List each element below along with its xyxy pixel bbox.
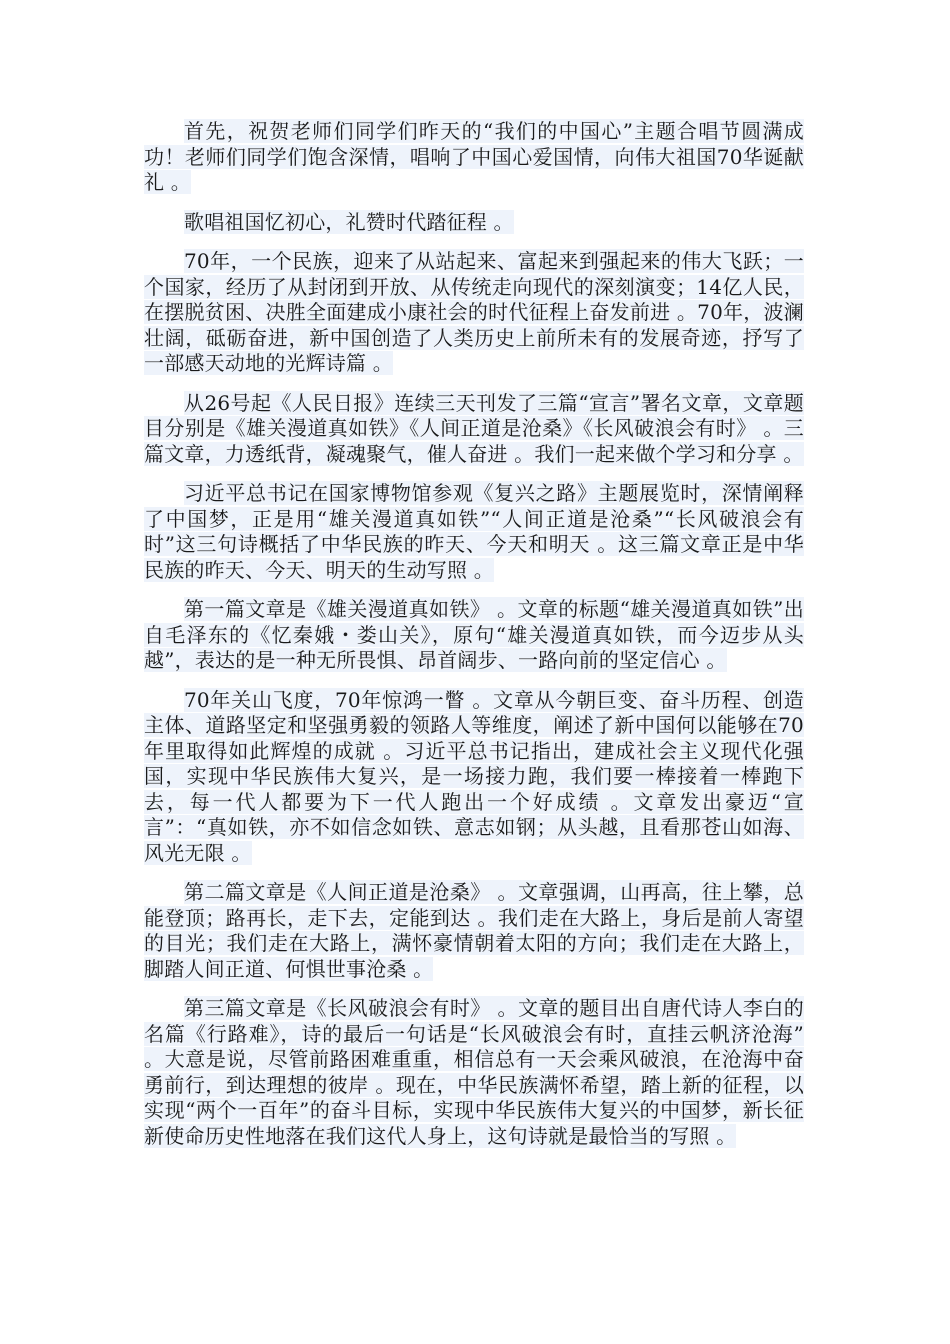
paragraph-8 [144, 880, 804, 982]
paragraph-6 [144, 597, 804, 674]
paragraph-8-text: 第二篇文章是《人间正道是沧桑》 。文章强调，山再高，往上攀，总能登顶；路再长，走下去，定能到达 。我们走在大路上，身后是前人寄望的目光；我们走在大路上，满怀豪情朝着太阳的方向；我们走在大路上，脚踏人间正道、何惧世事沧桑 。 [144, 880, 804, 981]
paragraph-3-text: 70年，一个民族，迎来了从站起来、富起来到强起来的伟大飞跃；一个国家，经历了从封闭到开放、从传统走向现代的深刻演变；14亿人民，在摆脱贫困、决胜全面建成小康社会的时代征程上奋发前进 。70年，波澜壮阔，砥砺奋进，新中国创造了人类历史上前所未有的发展奇迹，抒写了一部感天动地的光辉诗篇 。 [144, 249, 804, 375]
paragraph-1-text: 首先，祝贺老师们同学们昨天的“我们的中国心”主题合唱节圆满成功！老师们同学们饱含深情，唱响了中国心爱国情，向伟大祖国70华诞献礼 。 [144, 119, 804, 194]
paragraph-9 [144, 996, 804, 1149]
paragraph-6-text: 第一篇文章是《雄关漫道真如铁》 。文章的标题“雄关漫道真如铁”出自毛泽东的《忆秦娥・娄山关》，原句“雄关漫道真如铁，而今迈步从头越”，表达的是一种无所畏惧、昂首阔步、一路向前的坚定信心 。 [144, 597, 804, 672]
paragraph-1 [144, 119, 804, 196]
paragraph-4-text: 从26号起《人民日报》连续三天刊发了三篇“宣言”署名文章，文章题目分别是《雄关漫道真如铁》《人间正道是沧桑》《长风破浪会有时》 。三篇文章，力透纸背，凝魂聚气，催人奋进 。我们一起来做个学习和分享 。 [144, 390, 804, 466]
paragraph-7 [144, 688, 804, 867]
paragraph-2 [144, 210, 804, 236]
paragraph-9-text: 第三篇文章是《长风破浪会有时》 。文章的题目出自唐代诗人李白的名篇《行路难》，诗的最后一句话是“长风破浪会有时，直挂云帆济沧海” 。大意是说，尽管前路困难重重，相信总有一天会乘风破浪，在沧海中奋勇前行，到达理想的彼岸 。现在，中华民族满怀希望，踏上新的征程，以实现“两个一百年”的奋斗目标，实现中华民族伟大复兴的中国梦，新长征新使命历史性地落在我们这代人身上，这句诗就是最恰当的写照 。 [144, 996, 804, 1148]
paragraph-5-text: 习近平总书记在国家博物馆参观《复兴之路》主题展览时，深情阐释了中国梦，正是用“雄关漫道真如铁”“人间正道是沧桑”“长风破浪会有时”这三句诗概括了中华民族的昨天、今天和明天 。这三篇文章正是中华民族的昨天、今天、明天的生动写照 。 [144, 481, 804, 582]
document-page [144, 119, 804, 1163]
paragraph-4 [144, 391, 804, 468]
paragraph-2-text: 歌唱祖国忆初心，礼赞时代踏征程 。 [184, 209, 514, 234]
paragraph-7-text: 70年关山飞度，70年惊鸿一瞥 。文章从今朝巨变、奋斗历程、创造主体、道路坚定和坚强勇毅的领路人等维度，阐述了新中国何以能够在70年里取得如此辉煌的成就 。习近平总书记指出，建成社会主义现代化强国，实现中华民族伟大复兴，是一场接力跑，我们要一棒接着一棒跑下去，每一代人都要为下一代人跑出一个好成绩 。文章发出豪迈“宣言”：“真如铁，亦不如信念如铁、意志如钢；从头越，且看那苍山如海、风光无限 。 [144, 687, 804, 865]
paragraph-3 [144, 249, 804, 377]
paragraph-5 [144, 481, 804, 583]
